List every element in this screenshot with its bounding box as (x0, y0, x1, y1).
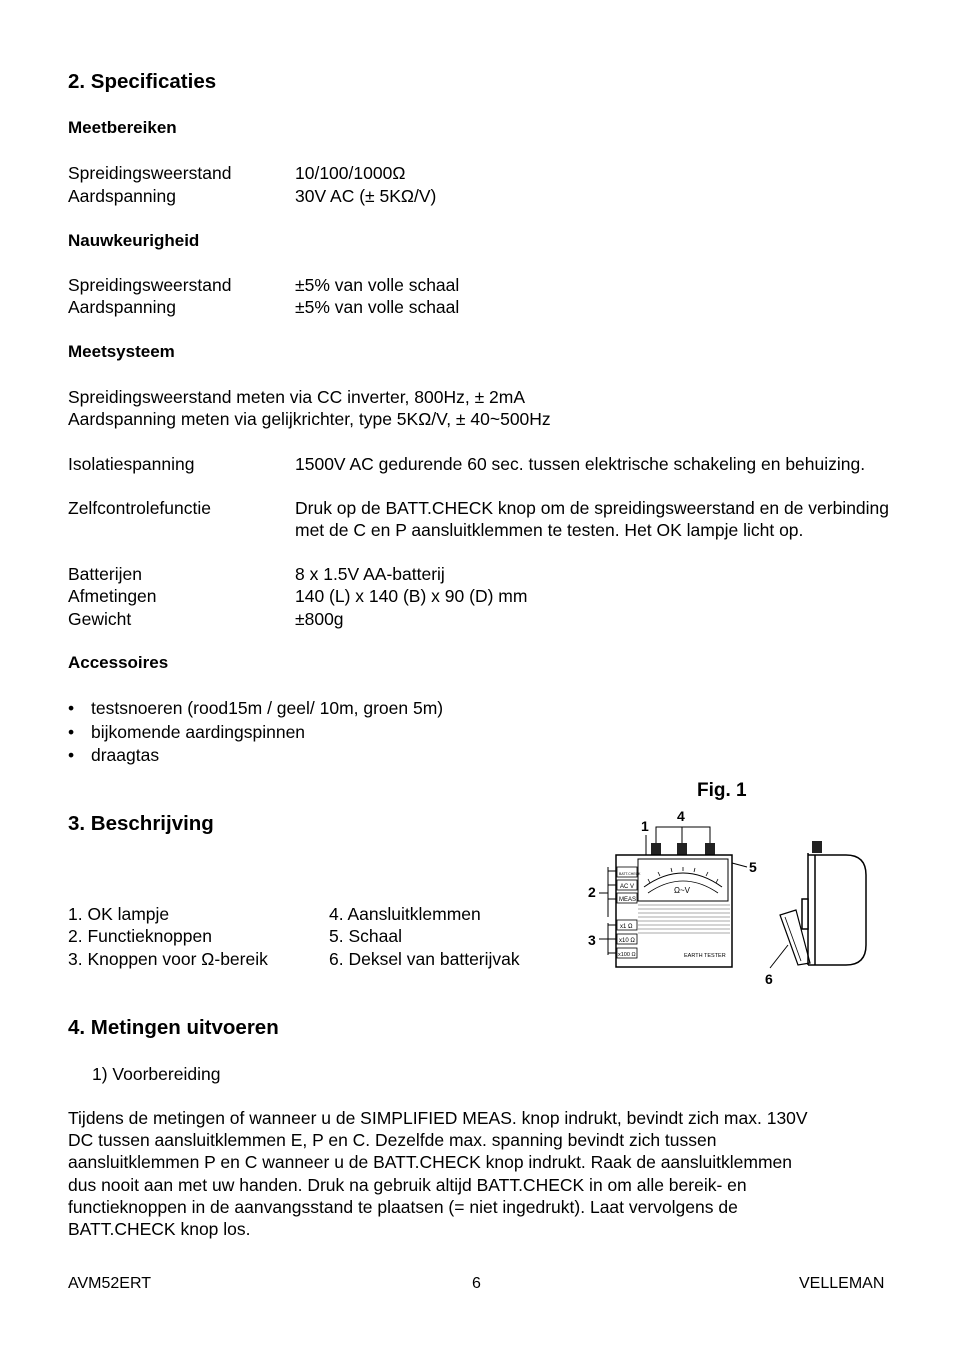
callout-1: 1 (641, 818, 649, 834)
part-item: 6. Deksel van batterijvak (329, 949, 520, 969)
heading-meetsysteem: Meetsysteem (68, 342, 175, 361)
procedure-line: DC tussen aansluitklemmen E, P en C. Dezelfde max. spanning bevindt zich tussen (68, 1130, 717, 1150)
procedure-line: dus nooit aan met uw handen. Druk na gebruik altijd BATT.CHECK in om alle bereik- en (68, 1175, 747, 1195)
footer-model: AVM52ERT (68, 1275, 151, 1292)
callout-4: 4 (677, 808, 685, 824)
figure-caption: Fig. 1 (697, 780, 747, 801)
procedure-step: 1) Voorbereiding (92, 1064, 221, 1084)
footer-brand: VELLEMAN (799, 1275, 885, 1292)
bullet-icon: • (68, 745, 75, 765)
spec-label: Afmetingen (68, 586, 157, 606)
callout-5: 5 (749, 859, 757, 875)
svg-text:AC V: AC V (620, 884, 635, 890)
callout-2: 2 (588, 884, 596, 900)
spec-label: Aardspanning (68, 297, 176, 317)
bullet-icon: • (68, 722, 75, 742)
terminal-knobs (651, 843, 715, 855)
section-title-specs: 2. Specificaties (68, 70, 217, 93)
callout-3: 3 (588, 932, 596, 948)
callout-6: 6 (765, 971, 773, 987)
part-item: 2. Functieknoppen (68, 926, 212, 946)
procedure-line: aansluitklemmen P en C wanneer u de BATT.CHECK knop indrukt. Raak de aansluitklemmen (68, 1152, 793, 1172)
svg-text:BATT.CHECK: BATT.CHECK (619, 872, 641, 876)
meter-scale-label: Ω~V (674, 886, 690, 895)
svg-text:MEAS: MEAS (619, 897, 637, 903)
spec-label: Batterijen (68, 564, 142, 584)
procedure-line: functieknoppen in de aanvangsstand te plaatsen (= niet ingedrukt). Laat vervolgens de (68, 1197, 738, 1217)
meetsysteem-line: Aardspanning meten via gelijkrichter, type 5KΩ/V, ± 40~500Hz (68, 409, 551, 429)
device-side-view (780, 841, 866, 965)
spec-value: 1500V AC gedurende 60 sec. tussen elektrische schakeling en behuizing. (295, 454, 866, 474)
bullet-icon: • (68, 698, 75, 718)
spec-value: 8 x 1.5V AA-batterij (295, 564, 445, 584)
procedure-line: Tijdens de metingen of wanneer u de SIMPLIFIED MEAS. knop indrukt, bevindt zich max. 130V (68, 1108, 808, 1128)
part-item: 4. Aansluitklemmen (329, 904, 481, 924)
device-brand-label: EARTH TESTER (684, 953, 726, 959)
svg-text:x1 Ω: x1 Ω (620, 924, 633, 930)
spec-value: ±5% van volle schaal (295, 297, 460, 317)
spec-label: Isolatiespanning (68, 454, 195, 474)
section-title-measurements: 4. Metingen uitvoeren (68, 1016, 279, 1039)
spec-label: Zelfcontrolefunctie (68, 498, 211, 518)
heading-meetbereiken: Meetbereiken (68, 118, 177, 137)
spec-value: 10/100/1000Ω (295, 163, 406, 183)
svg-text:x100 Ω: x100 Ω (618, 952, 636, 958)
heading-nauwkeurigheid: Nauwkeurigheid (68, 231, 200, 250)
procedure-line: BATT.CHECK knop los. (68, 1219, 251, 1239)
spec-value: 30V AC (± 5KΩ/V) (295, 186, 437, 206)
spec-label: Spreidingsweerstand (68, 275, 232, 295)
part-item: 3. Knoppen voor Ω-bereik (68, 949, 268, 969)
part-item: 1. OK lampje (68, 904, 170, 924)
spec-label: Aardspanning (68, 186, 176, 206)
section-title-description: 3. Beschrijving (68, 812, 214, 835)
earth-tester-figure (584, 805, 884, 990)
spec-label: Gewicht (68, 609, 132, 629)
spec-value: ±5% van volle schaal (295, 275, 460, 295)
svg-text:x10 Ω: x10 Ω (619, 938, 635, 944)
meetsysteem-line: Spreidingsweerstand meten via CC inverter, 800Hz, ± 2mA (68, 387, 526, 407)
spec-value: Druk op de BATT.CHECK knop om de spreidingsweerstand en de verbinding met de C en P aansluitklemmen te testen. Het OK lampje licht op. (295, 498, 890, 540)
heading-accessoires: Accessoires (68, 653, 169, 672)
part-item: 5. Schaal (329, 926, 402, 946)
spec-value: ±800g (295, 609, 344, 629)
spec-value: 140 (L) x 140 (B) x 90 (D) mm (295, 586, 528, 606)
page-number: 6 (472, 1275, 481, 1292)
spec-label: Spreidingsweerstand (68, 163, 232, 183)
